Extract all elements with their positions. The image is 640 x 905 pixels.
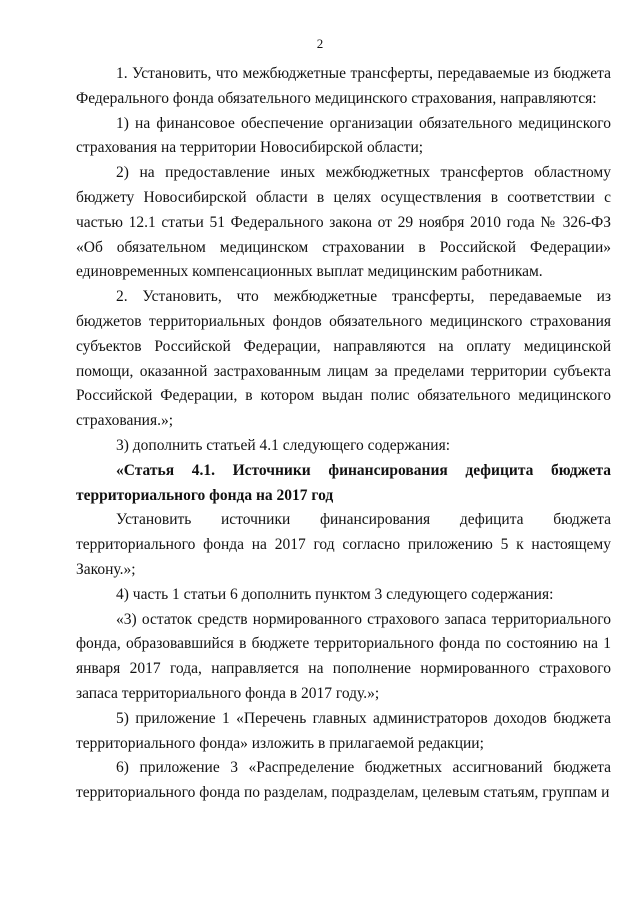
paragraph-1-item-1: 1) на финансовое обеспечение организации обязательного медицинского страхования на территории Новосибирской области; [76,114,611,157]
document-body [76,62,611,806]
paragraph-2: 2. Установить, что межбюджетные трансферты, передаваемые из бюджетов территориальных фондов обязательного медицинского страхования субъектов Российской Федерации, направляются на оплату медицинской помощи, оказанной застрахованным лицам за пределами территории субъекта Российской Федерации, в котором выдан полис обязательного медицинского страхования.»; [76,288,611,430]
paragraph-item-3: 3) дополнить статьей 4.1 следующего содержания: [116,436,450,454]
paragraph-1: 1. Установить, что межбюджетные трансферты, передаваемые из бюджета Федерального фонда обязательного медицинского страхования, направляются: [76,65,611,107]
paragraph-item-4-sub-3: «3) остаток средств нормированного страхового запаса территориального фонда, образовавшийся в бюджете территориального фонда по состоянию на 1 января 2017 года, направляется на пополнение нормированного страхового запаса территориального фонда в 2017 году.»; [76,610,611,702]
paragraph-item-4: 4) часть 1 статьи 6 дополнить пунктом 3 следующего содержания: [116,585,554,603]
paragraph-item-6: 6) приложение 3 «Распределение бюджетных ассигнований бюджета территориального фонда по разделам, подразделам, целевым статьям, группам и [76,759,611,802]
page-number: 2 [316,36,324,51]
paragraph-item-5: 5) приложение 1 «Перечень главных администраторов доходов бюджета территориального фонда» изложить в прилагаемой редакции; [76,709,611,752]
article-4-1-body: Установить источники финансирования дефицита бюджета территориального фонда на 2017 год согласно приложению 5 к настоящему Закону.»; [76,511,611,578]
article-4-1-heading: «Статья 4.1. Источники финансирования дефицита бюджета территориального фонда на 2017 год [76,461,611,504]
paragraph-1-item-2: 2) на предоставление иных межбюджетных трансфертов областному бюджету Новосибирской области в целях осуществления в соответствии с частью 12.1 статьи 51 Федерального закона от 29 ноября 2010 года № 326-ФЗ «Об обязательном медицинском страховании в Российской Федерации» единовременных компенсационных выплат медицинским работникам. [76,164,611,281]
